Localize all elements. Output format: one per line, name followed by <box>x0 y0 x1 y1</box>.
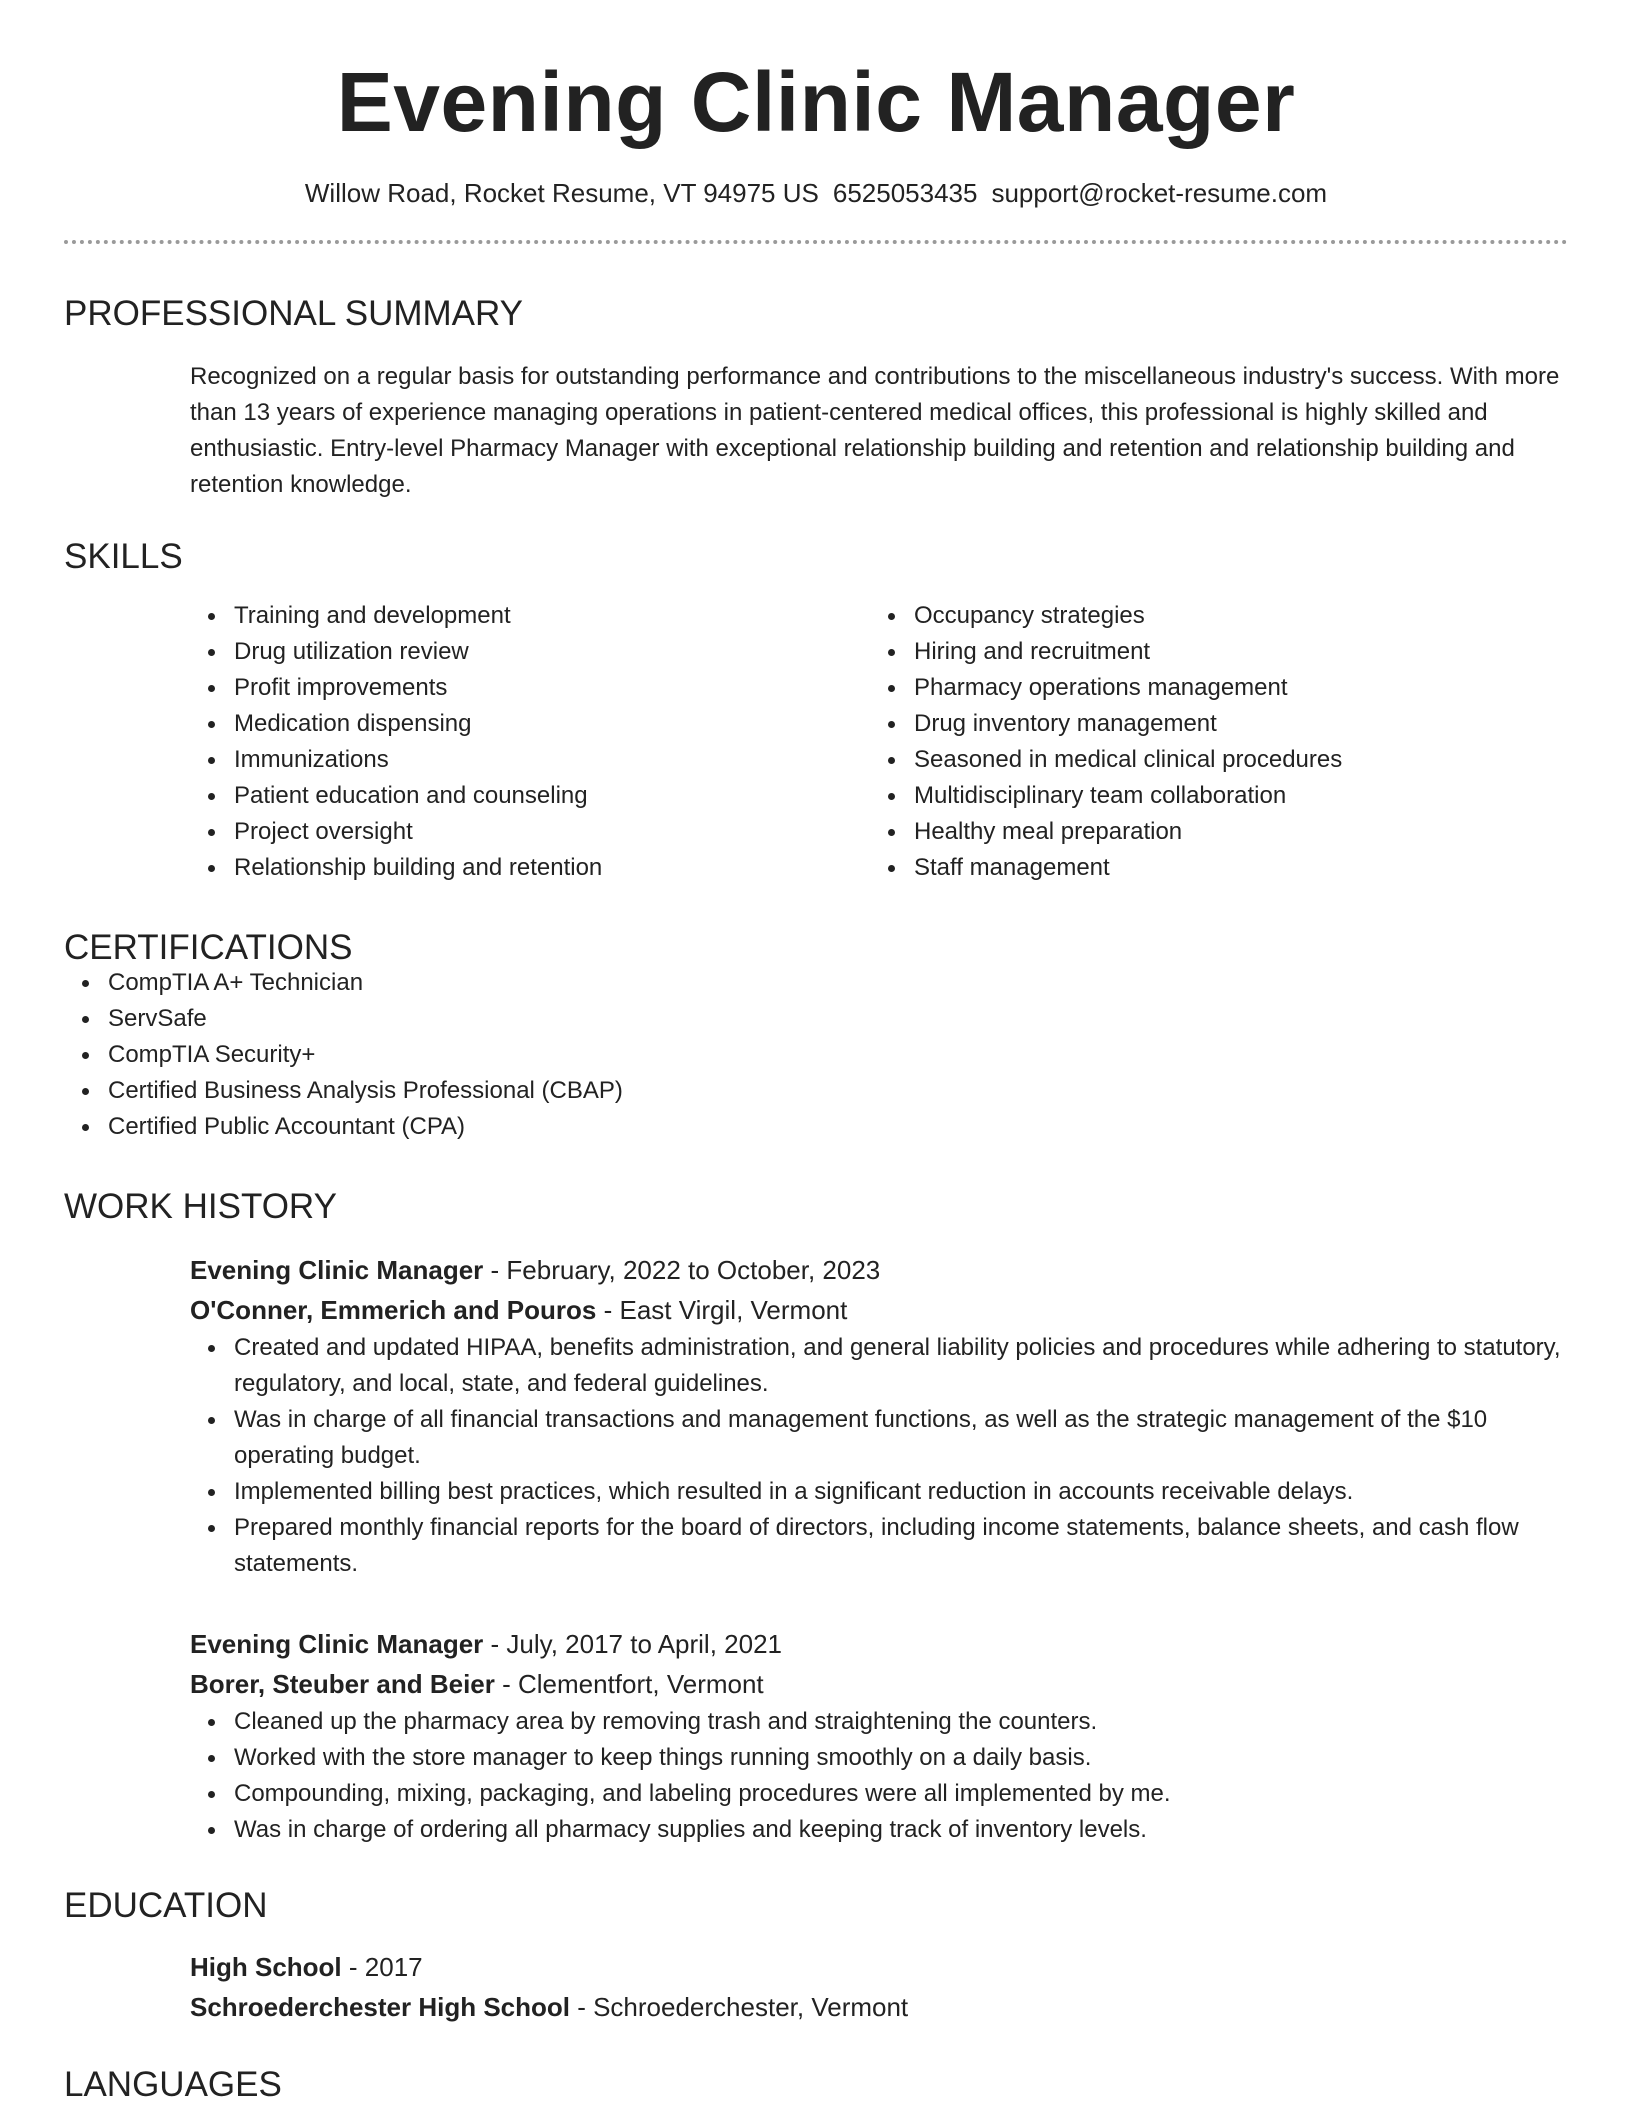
certification-item: ServSafe <box>64 1001 1568 1037</box>
job-bullet: Was in charge of all financial transactions and management functions, as well as the strategic management of the $10 operating budget. <box>190 1402 1564 1474</box>
job-company-line <box>190 1664 1568 1704</box>
skills-section <box>64 539 1568 886</box>
skill-item: Occupancy strategies <box>870 598 1550 634</box>
candidate-name: Evening Clinic Manager <box>336 55 1296 149</box>
certification-item: Certified Business Analysis Professional (CBAP) <box>64 1073 1568 1109</box>
contact-phone: 6525053435 <box>832 178 978 208</box>
skill-item: Patient education and counseling <box>190 778 870 814</box>
education-section <box>64 1888 1568 2027</box>
job-title-line <box>190 1250 1568 1290</box>
education-location: - Schroederchester, Vermont <box>569 1992 909 2022</box>
header-divider <box>64 240 1568 244</box>
job-role: Evening Clinic Manager <box>190 1629 484 1659</box>
certifications-section <box>64 930 1568 1145</box>
skill-item: Multidisciplinary team collaboration <box>870 778 1550 814</box>
skill-item: Pharmacy operations management <box>870 670 1550 706</box>
skill-item: Healthy meal preparation <box>870 814 1550 850</box>
job-bullet: Worked with the store manager to keep things running smoothly on a daily basis. <box>190 1740 1564 1776</box>
job-dates: - July, 2017 to April, 2021 <box>483 1629 782 1659</box>
job-bullet: Compounding, mixing, packaging, and labeling procedures were all implemented by me. <box>190 1776 1564 1812</box>
education-year: - 2017 <box>341 1952 423 1982</box>
job-bullet: Prepared monthly financial reports for the board of directors, including income statements, balance sheets, and cash flow statements. <box>190 1510 1564 1582</box>
certification-item: CompTIA Security+ <box>64 1037 1568 1073</box>
summary-section <box>64 296 1568 503</box>
job-bullet: Was in charge of ordering all pharmacy supplies and keeping track of inventory levels. <box>190 1812 1564 1848</box>
skill-item: Staff management <box>870 850 1550 886</box>
summary-heading: PROFESSIONAL SUMMARY <box>64 294 523 333</box>
skill-item: Seasoned in medical clinical procedures <box>870 742 1550 778</box>
education-entry <box>190 1947 1568 2027</box>
job-location: - East Virgil, Vermont <box>596 1295 848 1325</box>
work-history-section <box>64 1189 1568 1848</box>
job-entry <box>190 1624 1568 1848</box>
job-bullet: Created and updated HIPAA, benefits administration, and general liability policies and procedures while adhering to statutory, regulatory, and local, state, and federal guidelines. <box>190 1330 1564 1402</box>
job-company: Borer, Steuber and Beier <box>190 1669 495 1699</box>
skill-item: Training and development <box>190 598 870 634</box>
job-bullet: Cleaned up the pharmacy area by removing trash and straightening the counters. <box>190 1704 1564 1740</box>
education-degree: High School <box>190 1952 342 1982</box>
skill-item: Immunizations <box>190 742 870 778</box>
job-role: Evening Clinic Manager <box>190 1255 484 1285</box>
certifications-list <box>64 965 1568 1145</box>
job-company: O'Conner, Emmerich and Pouros <box>190 1295 597 1325</box>
job-entry <box>190 1250 1568 1582</box>
job-location: - Clementfort, Vermont <box>494 1669 764 1699</box>
skills-columns <box>190 598 1568 886</box>
skills-list-right <box>870 598 1550 886</box>
education-school-line <box>190 1987 1568 2027</box>
skill-item: Profit improvements <box>190 670 870 706</box>
skill-item: Drug utilization review <box>190 634 870 670</box>
education-school: Schroederchester High School <box>190 1992 570 2022</box>
summary-text: Recognized on a regular basis for outstanding performance and contributions to the miscellaneous industry's success. With more than 13 years of experience managing operations in patient-centered medical offices, this professional is highly skilled and enthusiastic. Entry-level Pharmacy Manager with exceptional relationship building and retention and relationship building and retention knowledge. <box>190 363 1560 498</box>
certification-item: Certified Public Accountant (CPA) <box>64 1109 1568 1145</box>
languages-heading: LANGUAGES <box>64 2065 282 2104</box>
resume-page <box>64 0 1568 2102</box>
education-degree-line <box>190 1947 1568 1987</box>
job-company-line <box>190 1290 1568 1330</box>
job-title-line <box>190 1624 1568 1664</box>
skills-list-left <box>190 598 870 886</box>
skill-item: Drug inventory management <box>870 706 1550 742</box>
skill-item: Hiring and recruitment <box>870 634 1550 670</box>
certification-item: CompTIA A+ Technician <box>64 965 1568 1001</box>
education-heading: EDUCATION <box>64 1886 268 1925</box>
contact-address: Willow Road, Rocket Resume, VT 94975 US <box>304 178 819 208</box>
skill-item: Relationship building and retention <box>190 850 870 886</box>
job-bullet: Implemented billing best practices, which resulted in a significant reduction in accounts receivable delays. <box>190 1474 1564 1510</box>
certifications-heading: CERTIFICATIONS <box>64 928 353 967</box>
contact-email[interactable]: support@rocket-resume.com <box>991 178 1328 208</box>
skill-item: Medication dispensing <box>190 706 870 742</box>
work-history-heading: WORK HISTORY <box>64 1187 337 1226</box>
job-bullets <box>190 1330 1568 1582</box>
job-dates: - February, 2022 to October, 2023 <box>483 1255 881 1285</box>
skill-item: Project oversight <box>190 814 870 850</box>
job-bullets <box>190 1704 1568 1848</box>
languages-section <box>64 2067 1568 2102</box>
skills-heading: SKILLS <box>64 537 183 576</box>
contact-line <box>64 180 1568 206</box>
